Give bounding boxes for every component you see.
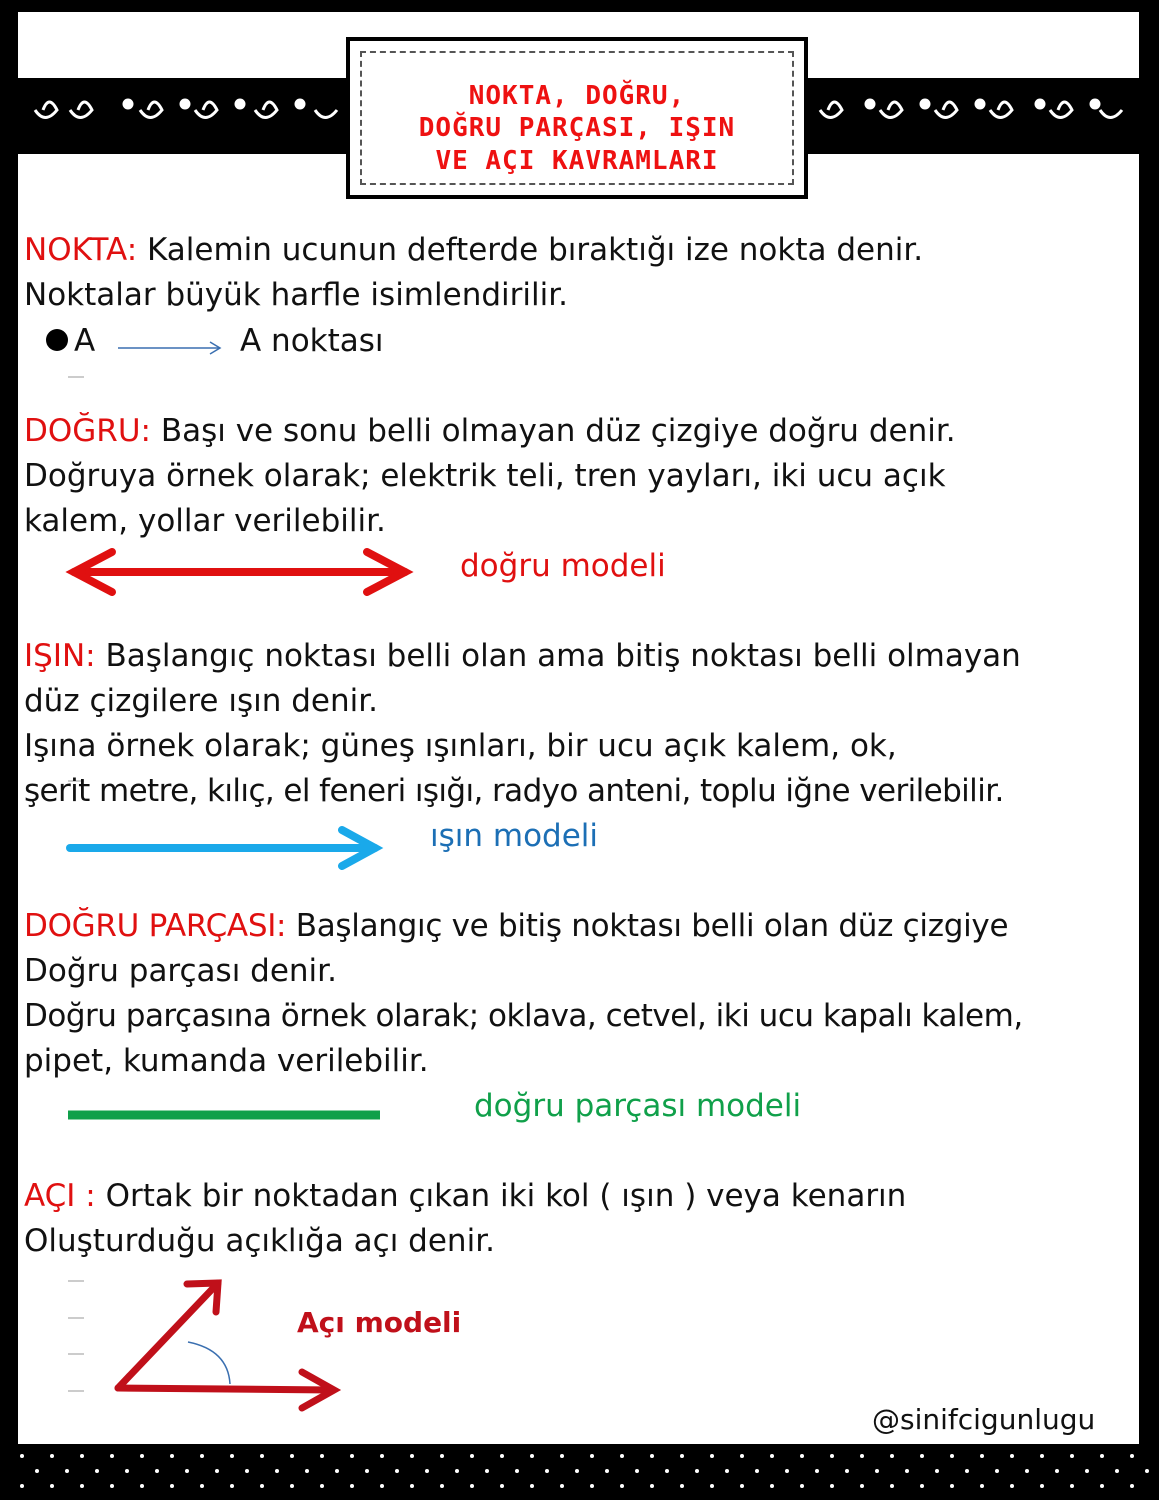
margin-tick <box>68 1280 84 1282</box>
decor-dot <box>50 1484 54 1488</box>
decor-dot <box>860 1484 864 1488</box>
aci-label: AÇI : <box>24 1178 96 1214</box>
decor-dot <box>560 1484 564 1488</box>
decor-dot <box>440 1454 444 1458</box>
title-line-2: DOĞRU PARÇASI, IŞIN <box>418 113 736 143</box>
decor-dot <box>260 1484 264 1488</box>
decor-dot <box>920 1484 924 1488</box>
decor-dot <box>200 1454 204 1458</box>
parca-text-1: Başlangıç ve bitiş noktası belli olan düz çizgiye <box>286 908 1009 944</box>
decor-dot <box>185 1469 189 1473</box>
decor-dot <box>560 1454 564 1458</box>
decor-dot <box>1040 1454 1044 1458</box>
decor-dot <box>305 1469 309 1473</box>
decor-dot <box>470 1484 474 1488</box>
decor-dot <box>485 1469 489 1473</box>
aci-text-1: Ortak bir noktadan çıkan iki kol ( ışın ) veya kenarın <box>95 1178 907 1214</box>
decor-dot <box>920 1454 924 1458</box>
decor-dot <box>905 1469 909 1473</box>
dogru-text-3: kalem, yollar verilebilir. <box>24 503 386 539</box>
decor-dot <box>125 1469 129 1473</box>
decor-dot <box>170 1454 174 1458</box>
decor-dot <box>155 1469 159 1473</box>
decor-dot <box>20 1454 24 1458</box>
credit-handle: @sinifcigunlugu <box>872 1403 1096 1436</box>
decor-dot <box>170 1484 174 1488</box>
parca-text-3: Doğru parçasına örnek olarak; oklava, cetvel, iki ucu kapalı kalem, <box>24 998 1023 1034</box>
decor-dot <box>755 1469 759 1473</box>
dogru-text-2: Doğruya örnek olarak; elektrik teli, tren yayları, iki ucu açık <box>24 458 946 494</box>
decor-dot <box>1100 1454 1104 1458</box>
swirl-decoration-right <box>820 100 1122 118</box>
decor-dot <box>1010 1454 1014 1458</box>
decor-dot <box>815 1469 819 1473</box>
point-marker <box>46 329 68 351</box>
decor-dot <box>230 1454 234 1458</box>
decor-dot <box>1040 1484 1044 1488</box>
margin-tick <box>68 1353 84 1355</box>
decor-dot <box>1100 1484 1104 1488</box>
decor-dot <box>245 1469 249 1473</box>
decor-dot <box>275 1469 279 1473</box>
decor-dot <box>290 1454 294 1458</box>
decor-dot <box>830 1454 834 1458</box>
decor-dot <box>410 1484 414 1488</box>
decor-dot <box>890 1484 894 1488</box>
angle-model <box>118 1283 334 1408</box>
margin-tick <box>68 1317 84 1319</box>
angle-model-caption: Açı modeli <box>297 1306 462 1339</box>
ray-model-caption: ışın modeli <box>430 818 599 854</box>
decor-dot <box>860 1454 864 1458</box>
bottom-dot-decoration <box>20 1454 1149 1488</box>
decor-dot <box>1130 1484 1134 1488</box>
decor-dot <box>935 1469 939 1473</box>
nokta-text-1: Kalemin ucunun defterde bıraktığı ize nokta denir. <box>137 232 924 268</box>
decor-dot <box>230 1484 234 1488</box>
decor-dot <box>890 1454 894 1458</box>
decor-dot <box>710 1454 714 1458</box>
decor-dot <box>800 1484 804 1488</box>
decor-dot <box>35 1469 39 1473</box>
ray-model-arrow <box>70 830 375 866</box>
decor-dot <box>80 1484 84 1488</box>
aci-text-2: Oluşturduğu açıklığa açı denir. <box>24 1223 495 1259</box>
decor-dot <box>500 1454 504 1458</box>
decor-dot <box>380 1484 384 1488</box>
decor-dot <box>1145 1469 1149 1473</box>
decor-dot <box>365 1469 369 1473</box>
decor-dot <box>425 1469 429 1473</box>
decor-dot <box>635 1469 639 1473</box>
decor-dot <box>605 1469 609 1473</box>
parca-text-4: pipet, kumanda verilebilir. <box>24 1043 429 1079</box>
decor-dot <box>770 1484 774 1488</box>
dogru-label: DOĞRU: <box>24 413 151 449</box>
decor-dot <box>800 1454 804 1458</box>
decor-dot <box>740 1454 744 1458</box>
decor-dot <box>1130 1454 1134 1458</box>
segment-model-caption: doğru parçası modeli <box>474 1088 802 1124</box>
decor-dot <box>95 1469 99 1473</box>
parca-label: DOĞRU PARÇASI: <box>24 908 287 944</box>
decor-dot <box>1025 1469 1029 1473</box>
decor-dot <box>290 1484 294 1488</box>
decor-dot <box>260 1454 264 1458</box>
decor-dot <box>875 1469 879 1473</box>
decor-dot <box>50 1454 54 1458</box>
aci-definition <box>24 1178 906 1214</box>
decor-dot <box>620 1454 624 1458</box>
decor-dot <box>500 1484 504 1488</box>
decor-dot <box>770 1454 774 1458</box>
isin-text-1: Başlangıç noktası belli olan ama bitiş noktası belli olmayan <box>95 638 1021 674</box>
nokta-text-2: Noktalar büyük harfle isimlendirilir. <box>24 277 568 313</box>
decor-dot <box>515 1469 519 1473</box>
title-line-1: NOKTA, DOĞRU, <box>468 81 686 111</box>
decor-dot <box>680 1484 684 1488</box>
decor-dot <box>950 1454 954 1458</box>
decor-dot <box>200 1484 204 1488</box>
decor-dot <box>1070 1484 1074 1488</box>
decor-dot <box>980 1484 984 1488</box>
decor-dot <box>950 1484 954 1488</box>
decor-dot <box>140 1484 144 1488</box>
margin-tick <box>68 376 84 378</box>
decor-dot <box>110 1454 114 1458</box>
dogru-text-1: Başı ve sonu belli olmayan düz çizgiye doğru denir. <box>150 413 956 449</box>
decor-dot <box>395 1469 399 1473</box>
decor-dot <box>350 1484 354 1488</box>
decor-dot <box>1070 1454 1074 1458</box>
decor-dot <box>695 1469 699 1473</box>
decor-dot <box>530 1484 534 1488</box>
dogru-definition <box>24 413 956 449</box>
title-box <box>346 37 808 199</box>
decor-dot <box>410 1454 414 1458</box>
decor-dot <box>650 1484 654 1488</box>
nokta-label: NOKTA: <box>24 232 138 268</box>
decor-dot <box>740 1484 744 1488</box>
angle-arc <box>188 1342 230 1384</box>
decor-dot <box>980 1454 984 1458</box>
title-line-3: VE AÇI KAVRAMLARI <box>435 146 719 176</box>
decor-dot <box>80 1454 84 1458</box>
decor-dot <box>545 1469 549 1473</box>
decor-dot <box>110 1484 114 1488</box>
decor-dot <box>65 1469 69 1473</box>
decor-dot <box>335 1469 339 1473</box>
parca-text-2: Doğru parçası denir. <box>24 953 337 989</box>
decor-dot <box>1055 1469 1059 1473</box>
decor-dot <box>140 1454 144 1458</box>
decor-dot <box>470 1454 474 1458</box>
isin-label: IŞIN: <box>24 638 96 674</box>
decor-dot <box>620 1484 624 1488</box>
decor-dot <box>650 1454 654 1458</box>
decor-dot <box>455 1469 459 1473</box>
decor-dot <box>20 1484 24 1488</box>
decor-dot <box>785 1469 789 1473</box>
decor-dot <box>575 1469 579 1473</box>
decor-dot <box>380 1454 384 1458</box>
decor-dot <box>320 1484 324 1488</box>
decor-dot <box>665 1469 669 1473</box>
decor-dot <box>320 1454 324 1458</box>
decor-dot <box>1115 1469 1119 1473</box>
line-model-caption: doğru modeli <box>460 548 666 584</box>
decor-dot <box>725 1469 729 1473</box>
decor-dot <box>845 1469 849 1473</box>
decor-dot <box>830 1484 834 1488</box>
isin-text-3: Işına örnek olarak; güneş ışınları, bir ucu açık kalem, ok, <box>24 728 897 764</box>
decor-dot <box>530 1454 534 1458</box>
decor-dot <box>710 1484 714 1488</box>
decor-dot <box>590 1484 594 1488</box>
decor-dot <box>965 1469 969 1473</box>
swirl-decoration-left <box>35 100 337 118</box>
decor-dot <box>440 1484 444 1488</box>
decor-dot <box>1085 1469 1089 1473</box>
decor-dot <box>1010 1484 1014 1488</box>
decor-dot <box>995 1469 999 1473</box>
point-caption: A noktası <box>240 323 384 359</box>
parca-definition <box>24 908 1008 944</box>
nokta-definition <box>24 232 923 268</box>
point-name: A <box>74 323 96 359</box>
decor-dot <box>215 1469 219 1473</box>
isin-definition <box>24 638 1021 674</box>
decor-dot <box>590 1454 594 1458</box>
line-model-arrow <box>74 552 405 592</box>
decor-dot <box>350 1454 354 1458</box>
decor-dot <box>680 1454 684 1458</box>
point-arrow <box>118 342 220 354</box>
margin-tick <box>68 1390 84 1392</box>
isin-text-4: şerit metre, kılıç, el feneri ışığı, radyo anteni, toplu iğne verilebilir. <box>24 773 1004 809</box>
isin-text-2: düz çizgilere ışın denir. <box>24 683 378 719</box>
